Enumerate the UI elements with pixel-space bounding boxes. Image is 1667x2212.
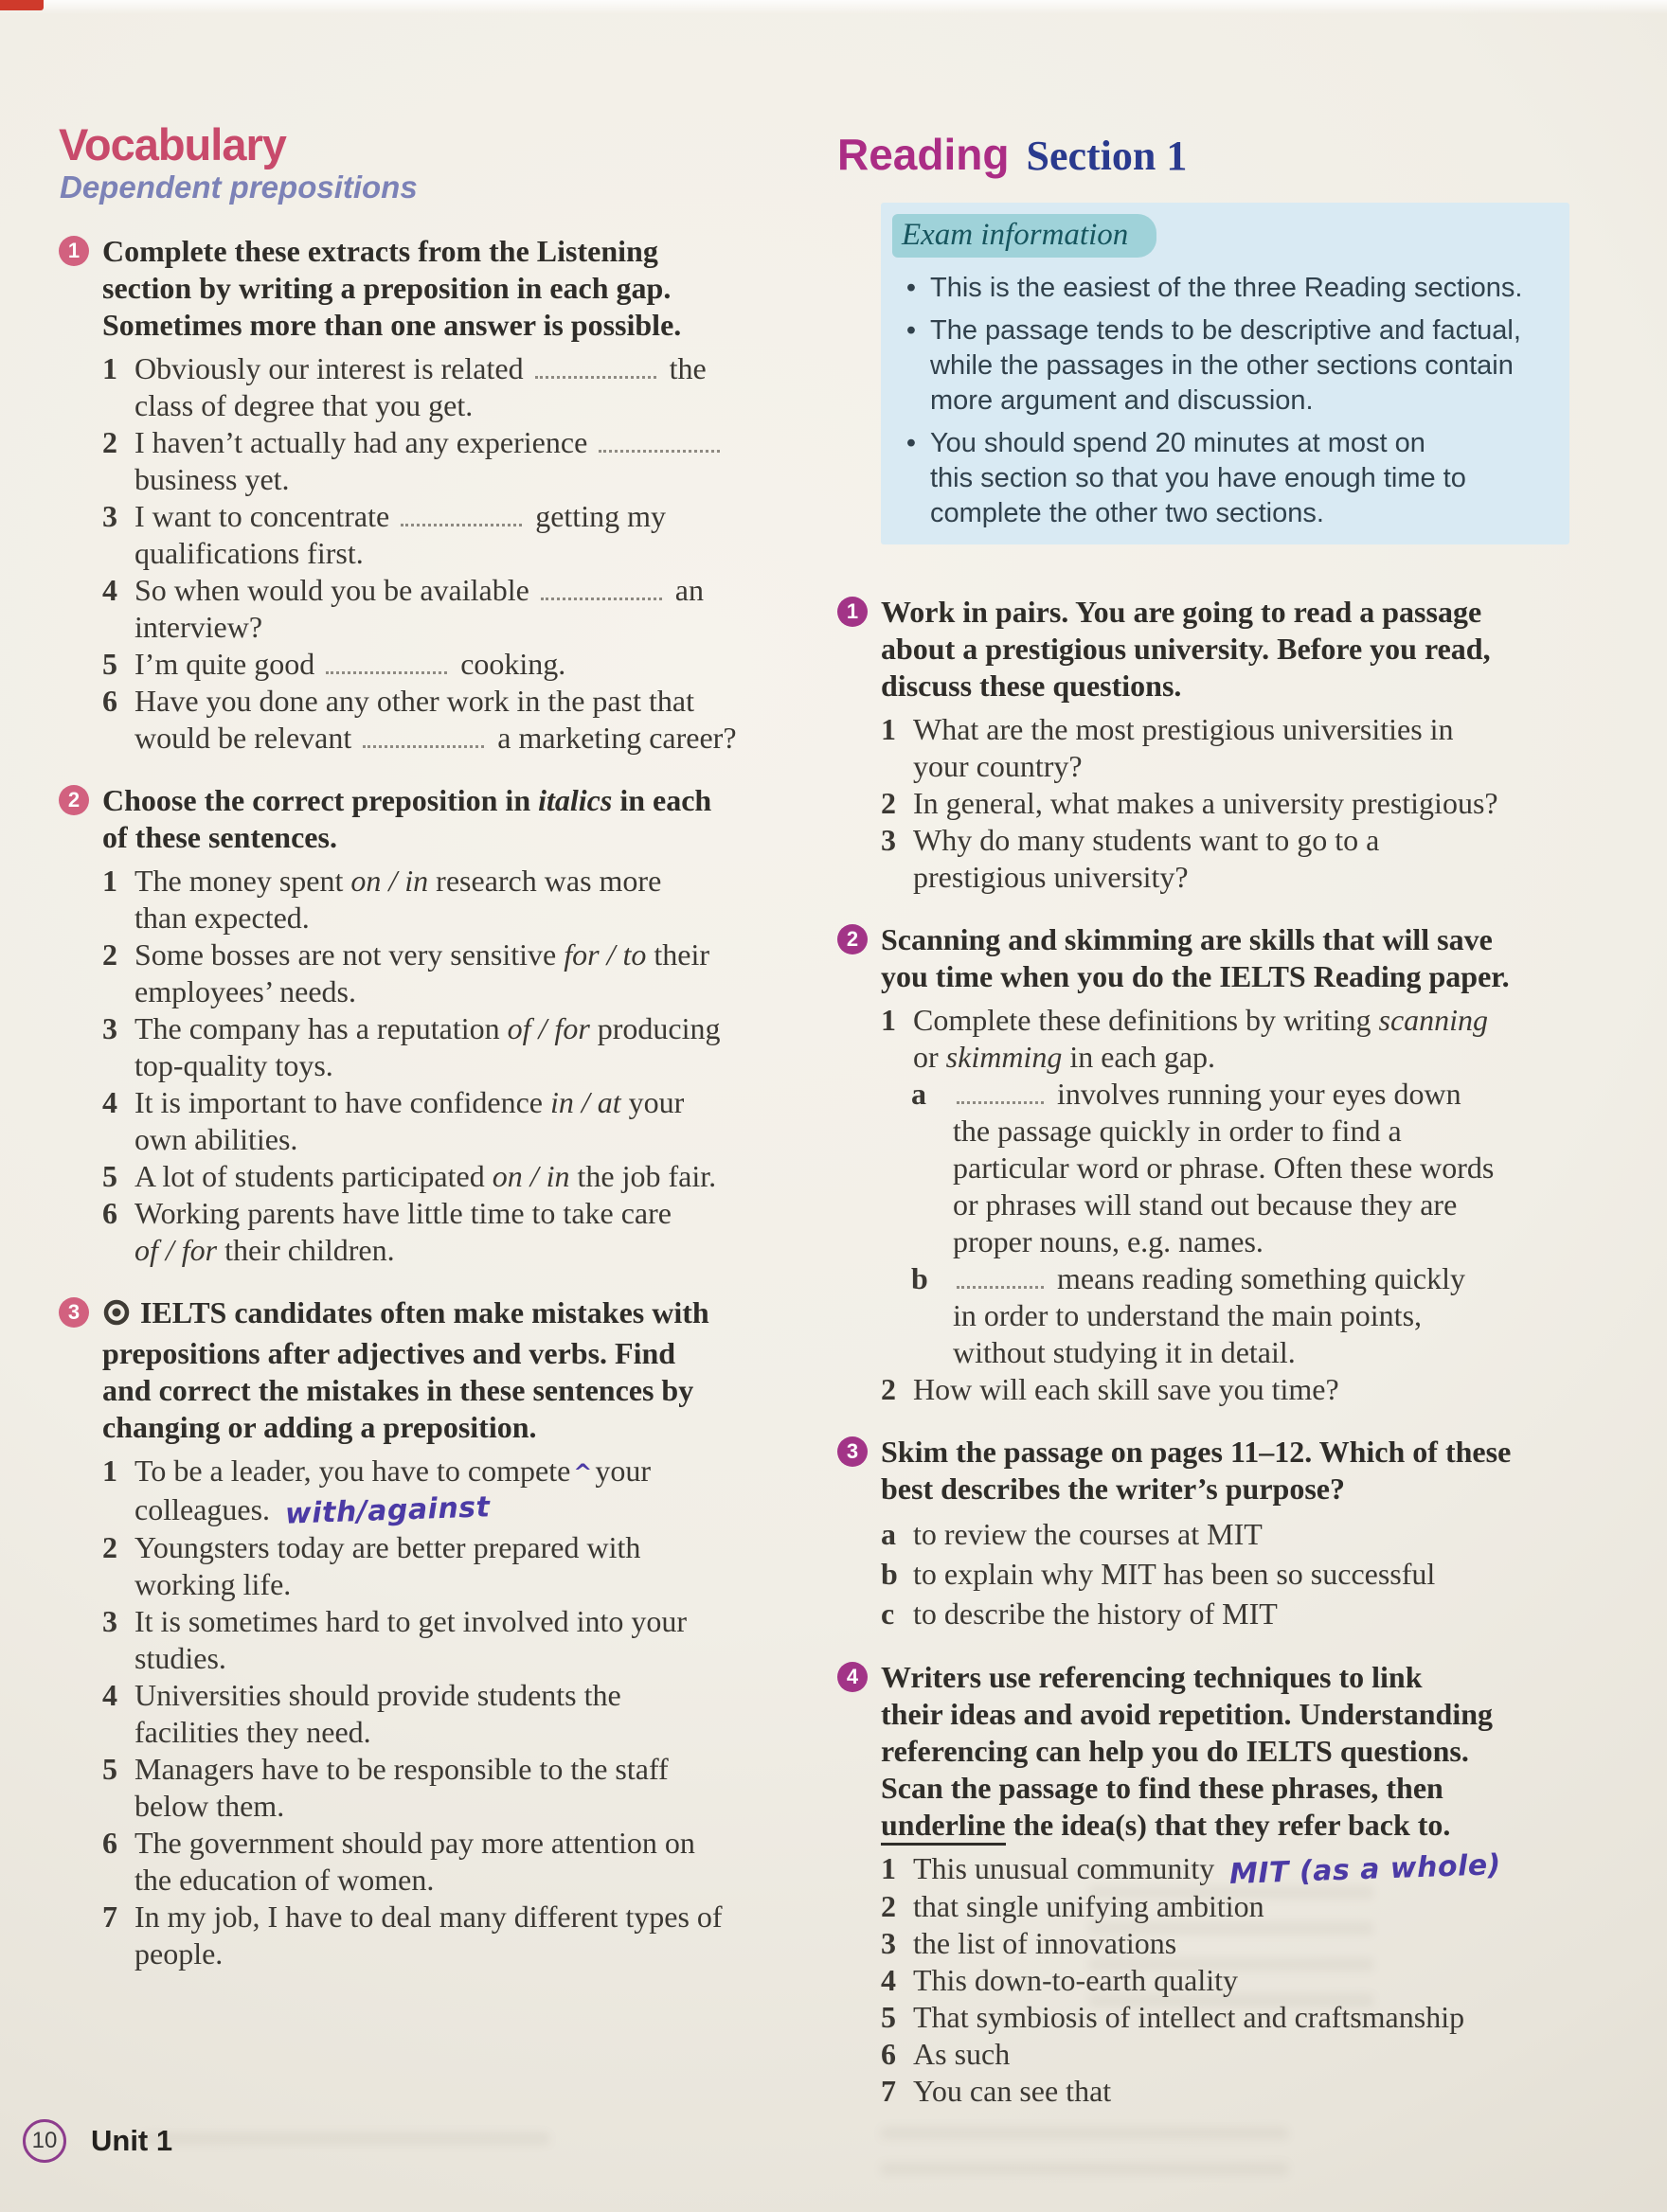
- list-item: [102, 350, 774, 424]
- exercise-number-badge: 1: [837, 597, 868, 627]
- item-number: 3: [881, 823, 896, 857]
- answer-gap: [401, 522, 522, 526]
- item-number: 2: [102, 425, 117, 459]
- item-text: In my job, I have to deal many different types of people.: [134, 1900, 723, 1971]
- exercise-item-list: [102, 863, 774, 1269]
- exercise-intro-text: IELTS candidates often make mistakes with prepositions after adjectives and verbs. Find and correct the mistakes in these sentences by changing or adding a preposition.: [102, 1295, 709, 1444]
- list-item: [881, 1999, 1595, 2036]
- list-item: [102, 498, 774, 572]
- item-text: Why do many students want to go to a prestigious university?: [913, 823, 1380, 894]
- list-item: [881, 1925, 1595, 1962]
- exercise-intro: Choose the correct preposition in italics in each of these sentences.: [102, 783, 712, 854]
- item-number: 3: [881, 1926, 896, 1960]
- exercise-number-badge: 1: [59, 236, 89, 266]
- item-number: 1: [102, 864, 117, 898]
- answer-gap: [535, 374, 656, 379]
- exercise-item-list: [102, 350, 774, 757]
- exercise-number-badge: 4: [837, 1662, 868, 1692]
- item-number: 2: [881, 1889, 896, 1923]
- list-item: [102, 646, 774, 683]
- item-text: Youngsters today are better prepared with working life.: [134, 1530, 641, 1601]
- definition-item: [911, 1076, 1595, 1260]
- list-item: [102, 424, 774, 498]
- item-number: 5: [102, 647, 117, 681]
- item-number: 3: [102, 499, 117, 533]
- item-text: to describe the history of MIT: [913, 1597, 1278, 1631]
- bullet-dot-icon: •: [905, 428, 917, 458]
- item-number: 2: [881, 1372, 896, 1406]
- item-number: 6: [102, 1826, 117, 1860]
- target-icon: [102, 1298, 131, 1335]
- item-text: Working parents have little time to take care of / for their children.: [134, 1196, 672, 1267]
- exercise-number-badge: 2: [59, 785, 89, 815]
- page-number-ring: [23, 2119, 66, 2163]
- list-item: [881, 1848, 1595, 1891]
- vocab-exercise-3: [59, 1294, 774, 1972]
- item-text: I haven’t actually had any experience business yet.: [134, 424, 726, 498]
- item-text: The company has a reputation of / for producing top-quality toys.: [134, 1011, 721, 1082]
- item-number: 6: [102, 1196, 117, 1230]
- list-item: [102, 863, 774, 937]
- item-text: to explain why MIT has been so successful: [913, 1557, 1436, 1591]
- unit-label: Unit 1: [91, 2124, 173, 2157]
- exercise-body: [881, 1659, 1595, 2110]
- reading-exercise-3: [837, 1434, 1595, 1633]
- item-text: Managers have to be responsible to the staff below them.: [134, 1752, 669, 1823]
- item-text: It is sometimes hard to get involved into your studies.: [134, 1604, 688, 1675]
- list-item: [881, 822, 1595, 896]
- answer-gap: [957, 1099, 1044, 1104]
- answer-gap: [363, 743, 484, 748]
- exercise-body: [102, 233, 774, 757]
- list-item: [881, 785, 1595, 822]
- vocabulary-section-title: Vocabulary: [59, 119, 286, 169]
- list-item: [881, 1002, 1595, 1076]
- item-number: 7: [102, 1900, 117, 1934]
- exercise-item-list: [881, 711, 1595, 896]
- item-number: 6: [881, 2037, 896, 2071]
- bullet-text: This is the easiest of the three Reading sections.: [930, 273, 1523, 303]
- item-text: Complete these definitions by writing scanning or skimming in each gap.: [913, 1003, 1489, 1074]
- reading-exercise-2: [837, 921, 1595, 1408]
- item-number: 4: [102, 573, 117, 607]
- item-letter: a: [881, 1517, 896, 1551]
- exercise-intro: Skim the passage on pages 11–12. Which of these best describes the writer’s purpose?: [881, 1435, 1512, 1506]
- bullet-text: The passage tends to be descriptive and factual, while the passages in the other sections contain more argument and discussion.: [930, 315, 1521, 416]
- item-text: That symbiosis of intellect and craftsmanship: [913, 2000, 1465, 2034]
- list-item: [102, 1529, 774, 1603]
- exercise-intro: Complete these extracts from the Listening section by writing a preposition in each gap. Sometimes more than one answer is possible.: [102, 234, 682, 342]
- list-item: [881, 1962, 1595, 1999]
- list-item: [881, 2073, 1595, 2110]
- list-item: [102, 1825, 774, 1899]
- item-number: 4: [102, 1085, 117, 1119]
- item-text: You can see that: [913, 2074, 1112, 2108]
- item-text: As such: [913, 2037, 1011, 2071]
- exercise-item-list: [881, 1850, 1595, 2110]
- item-text: This down-to-earth quality: [913, 1963, 1239, 1997]
- option-item: [881, 1514, 1595, 1554]
- list-item: [102, 1899, 774, 1972]
- answer-gap: [957, 1284, 1044, 1289]
- item-letter: b: [911, 1261, 928, 1295]
- item-text: It is important to have confidence in / at your own abilities.: [134, 1085, 685, 1156]
- handwritten-annotation: MIT (as a whole): [1228, 1848, 1502, 1891]
- list-item: [102, 683, 774, 757]
- item-number: 1: [881, 1851, 896, 1885]
- item-number: 7: [881, 2074, 896, 2108]
- answer-gap: [326, 669, 447, 674]
- list-item: [102, 1453, 774, 1529]
- item-text: to review the courses at MIT: [913, 1517, 1263, 1551]
- exercise-item-list: [881, 1002, 1595, 1408]
- exercise-intro: Scanning and skimming are skills that will save you time when you do the IELTS Reading paper.: [881, 922, 1510, 993]
- item-text: Some bosses are not very sensitive for / to their employees’ needs.: [134, 937, 710, 1008]
- item-number: 2: [881, 786, 896, 820]
- item-number: 4: [881, 1963, 896, 1997]
- item-text: A lot of students participated on / in the job fair.: [134, 1159, 717, 1193]
- item-number: 6: [102, 684, 117, 718]
- item-text: that single unifying ambition: [913, 1889, 1264, 1923]
- vocabulary-section-subtitle: Dependent prepositions: [60, 169, 418, 205]
- exam-information-box: [881, 203, 1569, 544]
- list-item: [102, 937, 774, 1010]
- item-number: 1: [102, 1454, 117, 1488]
- answer-gap: [599, 448, 720, 453]
- page-number: 10: [31, 2128, 58, 2153]
- exercise-number-badge: 3: [837, 1436, 868, 1467]
- option-list: [881, 1514, 1595, 1633]
- vocab-exercise-2: [59, 782, 774, 1269]
- page-footer: [23, 2119, 172, 2163]
- list-item: [102, 1603, 774, 1677]
- item-text: How will each skill save you time?: [913, 1372, 1339, 1406]
- exercise-item-list: [102, 1453, 774, 1972]
- bullet-dot-icon: •: [905, 315, 917, 346]
- item-text: I’m quite good cooking.: [134, 647, 566, 681]
- item-text: So when would you be available an interview?: [134, 573, 704, 644]
- reading-title-section: Section 1: [1026, 133, 1188, 179]
- page-show-through: [881, 2127, 1288, 2185]
- item-text: The money spent on / in research was more than expected.: [134, 864, 662, 935]
- bullet-dot-icon: •: [905, 273, 917, 303]
- definition-list: [911, 1076, 1595, 1371]
- reading-exercise-1: [837, 594, 1595, 896]
- item-text: the list of innovations: [913, 1926, 1177, 1960]
- item-number: 1: [102, 351, 117, 385]
- insertion-caret: ^: [573, 1459, 593, 1486]
- option-item: [881, 1554, 1595, 1594]
- item-letter: b: [881, 1557, 898, 1591]
- item-number: 2: [102, 937, 117, 972]
- item-text: What are the most prestigious universities in your country?: [913, 712, 1454, 783]
- item-number: 1: [881, 712, 896, 746]
- item-text: The government should pay more attention on the education of women.: [134, 1826, 695, 1897]
- list-item: [102, 1010, 774, 1084]
- exercise-body: [102, 782, 774, 1269]
- item-text: I want to concentrate getting my qualifications first.: [134, 499, 666, 570]
- list-item: [102, 1084, 774, 1158]
- exam-information-title: Exam information: [892, 214, 1156, 258]
- list-item: [881, 711, 1595, 785]
- exam-info-bullet: [892, 313, 1569, 419]
- item-text: Universities should provide students the facilities they need.: [134, 1678, 621, 1749]
- list-item: [102, 572, 774, 646]
- item-letter: c: [881, 1597, 895, 1631]
- item-letter: a: [911, 1077, 926, 1111]
- vocabulary-column: [59, 121, 774, 1998]
- item-text: Have you done any other work in the past that would be relevant a marketing career?: [134, 684, 737, 755]
- exercise-body: [881, 1434, 1595, 1633]
- exercise-body: [881, 594, 1595, 896]
- list-item: [102, 1158, 774, 1195]
- item-text: To be a leader, you have to compete ^your colleagues. with/against: [134, 1454, 652, 1531]
- item-number: 4: [102, 1678, 117, 1712]
- option-item: [881, 1594, 1595, 1633]
- list-item: [102, 1677, 774, 1751]
- item-number: 2: [102, 1530, 117, 1564]
- exercise-body: [102, 1294, 774, 1972]
- exam-info-bullet: [892, 426, 1569, 531]
- reading-column: [837, 131, 1595, 2135]
- item-number: 5: [102, 1752, 117, 1786]
- photo-edge-artifact: [0, 0, 44, 10]
- reading-exercise-4: [837, 1659, 1595, 2110]
- page-show-through: [142, 2132, 549, 2159]
- item-number: 3: [102, 1011, 117, 1045]
- item-text: involves running your eyes down the passage quickly in order to find a particular word or phrase. Often these words or phrases will stand out because they are proper nouns, e.g. names.: [953, 1077, 1495, 1258]
- exercise-body: [881, 921, 1595, 1408]
- item-text: This unusual community MIT (as a whole): [913, 1848, 1502, 1891]
- item-number: 3: [102, 1604, 117, 1638]
- list-item: [881, 1888, 1595, 1925]
- item-number: 5: [881, 2000, 896, 2034]
- list-item: [881, 2036, 1595, 2073]
- item-text: means reading something quickly in order to understand the main points, without studying it in detail.: [953, 1261, 1466, 1369]
- reading-section-title: [837, 131, 1595, 180]
- reading-title-word: Reading: [837, 130, 1010, 179]
- handwritten-annotation: with/against: [284, 1490, 492, 1531]
- item-text: Obviously our interest is related the class of degree that you get.: [134, 351, 707, 422]
- exam-info-bullet: [892, 271, 1569, 306]
- exercise-number-badge: 3: [59, 1297, 89, 1328]
- exercise-intro: [102, 1294, 774, 1446]
- item-text: In general, what makes a university prestigious?: [913, 786, 1498, 820]
- exercise-intro: Writers use referencing techniques to link their ideas and avoid repetition. Understanding referencing can help you do IELTS questions. Scan the passage to find these phrases, then underline the idea(s) that they refer back to.: [881, 1659, 1595, 1844]
- vocab-exercise-1: [59, 233, 774, 757]
- item-number: 1: [881, 1003, 896, 1037]
- bullet-text: You should spend 20 minutes at most on this section so that you have enough time to complete the other two sections.: [930, 428, 1466, 528]
- list-item: [881, 1371, 1595, 1408]
- answer-gap: [541, 596, 662, 600]
- exercise-intro: Work in pairs. You are going to read a passage about a prestigious university. Before you read, discuss these questions.: [881, 595, 1491, 703]
- definition-item: [911, 1260, 1595, 1371]
- list-item: [102, 1195, 774, 1269]
- exercise-number-badge: 2: [837, 924, 868, 954]
- list-item: [102, 1751, 774, 1825]
- item-number: 5: [102, 1159, 117, 1193]
